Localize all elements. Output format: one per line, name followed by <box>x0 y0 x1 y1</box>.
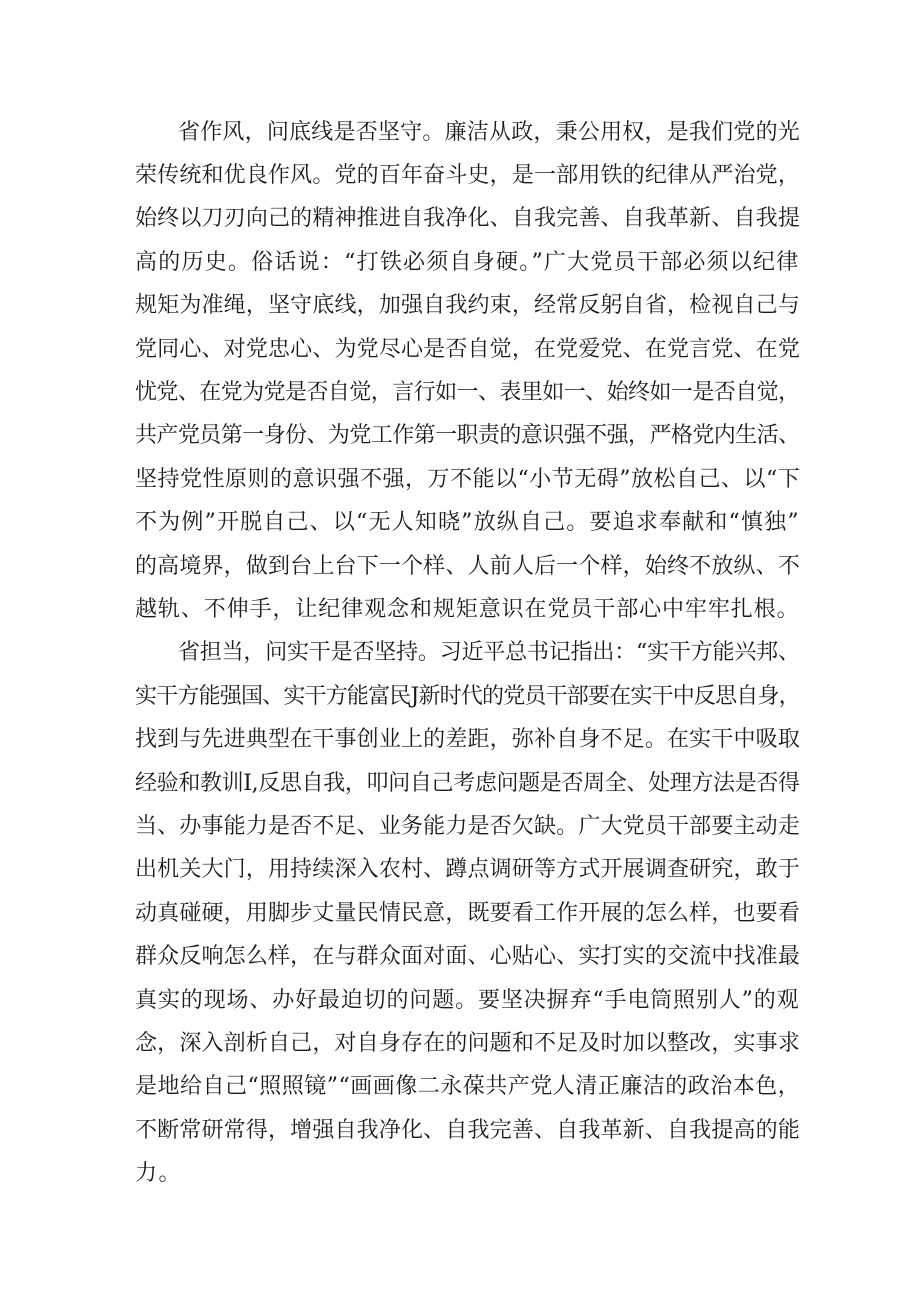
paragraph-1-line-1: 省作风，问底线是否坚守。廉洁从政，秉公用权，是我们党的光 <box>178 120 801 145</box>
paragraph-1-line-8: 共产党员第一身份、为党工作第一职责的意识强不强，严格党内生活、 <box>135 423 800 448</box>
paragraph-2-line-9: 真实的现场、办好最迫切的问题。要坚决摒弃“手电筒照别人”的观 <box>135 988 800 1013</box>
paragraph-2-line-3: 找到与先进典型在干事创业上的差距，弥补自身不足。在实干中吸取 <box>135 727 801 752</box>
paragraph-1-line-11: 的高境界，做到台上台下一个样、人前人后一个样，始终不放纵、不 <box>135 554 801 579</box>
paragraph-2-line-2: 实干方能强国、实干方能富民J新时代的党员干部要在实干中反思自身， <box>135 684 800 709</box>
paragraph-2-line-12: 不断常研常得，增强自我净化、自我完善、自我革新、自我提高的能 <box>135 1118 801 1143</box>
paragraph-1-line-12: 越轨、不伸手，让纪律观念和规矩意识在党员干部心中牢牢扎根。 <box>135 597 800 622</box>
paragraph-2-line-10: 念，深入剖析自己，对自身存在的问题和不足及时加以整改，实事求 <box>135 1031 801 1056</box>
paragraph-1-line-9: 坚持党性原则的意识强不强，万不能以“小节无碍”放松自己、以“下 <box>135 467 801 492</box>
paragraph-2-line-1: 省担当，问实干是否坚持。习近平总书记指出：“实干方能兴邦、 <box>178 640 800 665</box>
paragraph-1-line-6: 党同心、对党忠心、为党尽心是否自觉，在党爱党、在党言党、在党 <box>135 337 801 362</box>
paragraph-1-line-3: 始终以刀刃向己的精神推进自我净化、自我完善、自我革新、自我提 <box>135 206 801 231</box>
paragraph-1-line-2: 荣传统和优良作风。党的百年奋斗史，是一部用铁的纪律从严治党， <box>135 163 801 188</box>
paragraph-1-line-5: 规矩为准绳，坚守底线，加强自我约束，经常反躬自省，检视自己与 <box>135 293 801 318</box>
paragraph-1-line-7: 忧党、在党为党是否自觉，言行如一、表里如一、始终如一是否自觉， <box>135 380 800 405</box>
paragraph-2-line-5: 当、办事能力是否不足、业务能力是否欠缺。广大党员干部要主动走 <box>135 814 801 839</box>
paragraph-2-line-7: 动真碰硬，用脚步丈量民情民意，既要看工作开展的怎么样，也要看 <box>135 901 801 926</box>
paragraph-1-line-10: 不为例”开脱自己、以“无人知晓”放纵自己。要追求奉献和“慎独” <box>135 510 800 535</box>
paragraph-2-line-13: 力。 <box>135 1161 183 1186</box>
paragraph-2-line-8: 群众反响怎么样，在与群众面对面、心贴心、实打实的交流中找准最 <box>135 944 801 969</box>
paragraph-2-line-4: 经验和教训I,反思自我，叩问自己考虑问题是否周全、处理方法是否得 <box>135 771 800 796</box>
paragraph-2-line-6: 出机关大门，用持续深入农村、蹲点调研等方式开展调查研究，敢于 <box>135 857 801 882</box>
paragraph-1-line-4: 高的历史。俗话说：“打铁必须自身硬。”广大党员干部必须以纪律 <box>135 250 800 275</box>
paragraph-2-line-11: 是地给自己“照照镜”“画画像二永葆共产党人清正廉洁的政治本色， <box>135 1074 801 1099</box>
